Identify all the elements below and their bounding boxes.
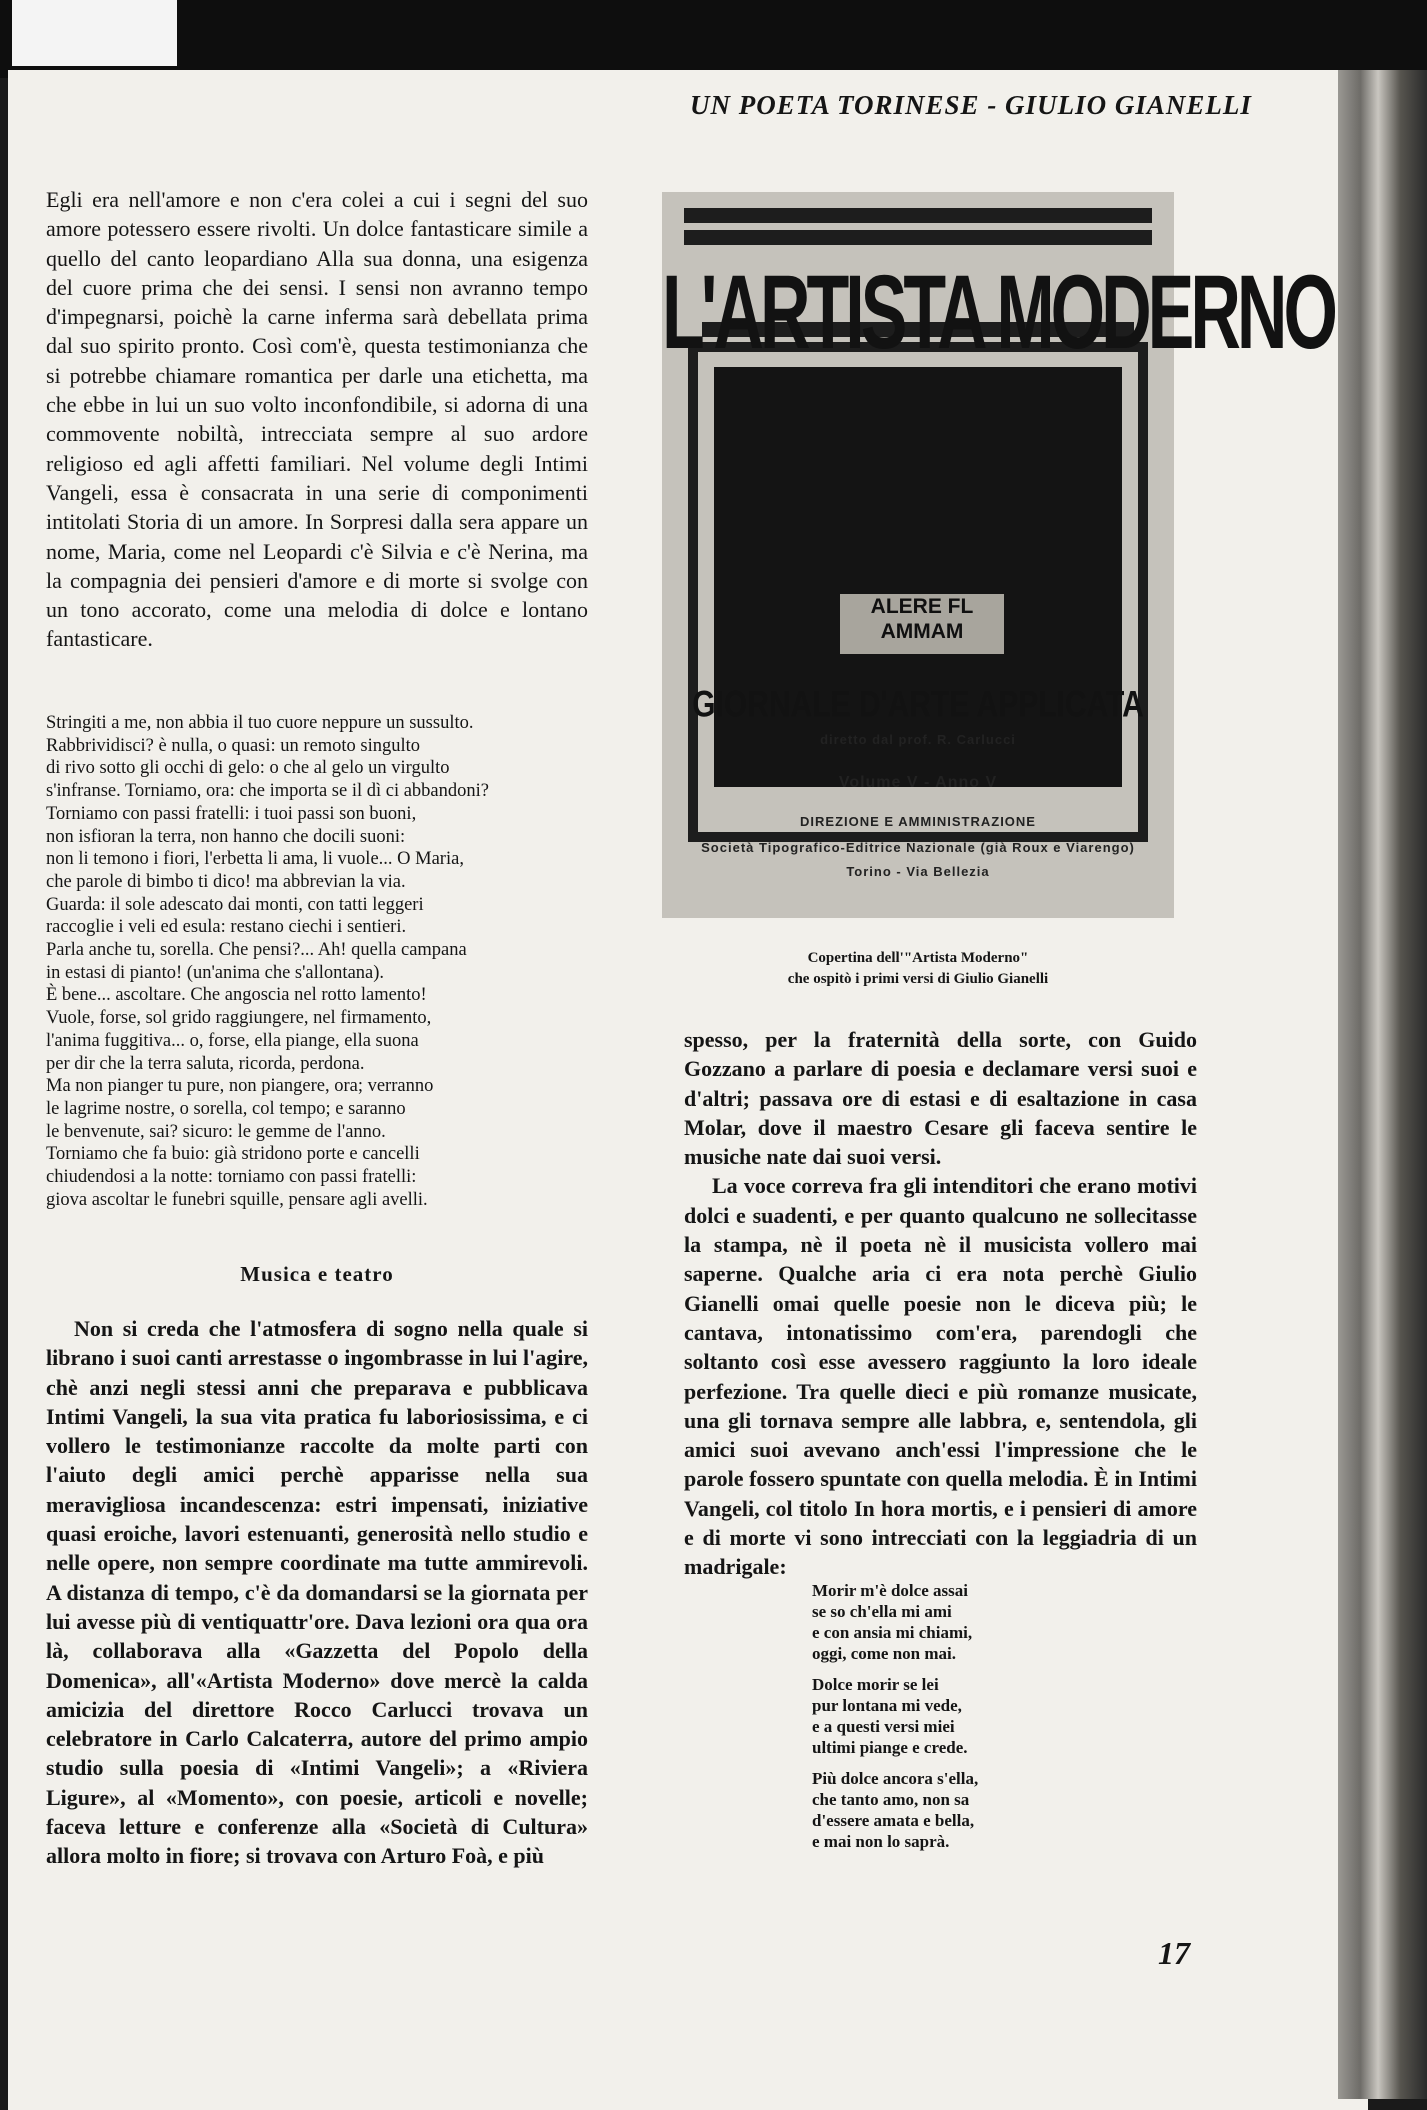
poem-line: le benvenute, sai? sicuro: le gemme de l'anno. (46, 1121, 386, 1142)
cover-editor-line: diretto dal prof. R. Carlucci (820, 732, 1016, 747)
poem-line: che parole di bimbo ti dico! ma abbrevian la via. (46, 871, 406, 892)
cover-admin-line: DIREZIONE E AMMINISTRAZIONE (800, 814, 1036, 829)
cover-address-line: Torino - Via Bellezia (846, 864, 990, 879)
poem-line: Torniamo con passi fratelli: i tuoi passi son buoni, (46, 803, 417, 824)
poem-line: per dir che la terra saluta, ricorda, perdona. (46, 1053, 365, 1074)
body-paragraph: La voce correva fra gli intenditori che erano motivi dolci e suadenti, e per quanto qualcuno ne sollecitasse la stampa, nè il poeta nè il musicista vollero mai saperne. Qualche aria ci era nota perchè Giulio Gianelli omai quelle poesie non le diceva più; le cantava, intonatissimo com'era, parendogli che soltanto così esse avessero raggiunto la loro ideale perfezione. Tra quelle dieci e più romanze musicate, una gli tornava sempre alle labbra, e, sentendola, gli amici suoi avevano anch'essi l'impressione che le parole fossero spuntate con quella melodia. È in Intimi Vangeli, col titolo In hora mortis, e i pensieri di amore e di morte vi sono intrecciati con la leggiadria di un madrigale: (684, 1173, 1197, 1580)
madrigal-line: oggi, come non mai. (812, 1644, 957, 1663)
page-number: 17 (1158, 1935, 1190, 1971)
cover-volume-line: Volume V - Anno V (838, 774, 998, 791)
left-column-top (46, 185, 588, 654)
madrigal-line: e con ansia mi chiami, (812, 1623, 973, 1642)
poem-line: non li temono i fiori, l'erbetta li ama, li vuole... O Maria, (46, 849, 464, 870)
binding-edge (1338, 70, 1427, 2099)
madrigal-line: d'essere amata e bella, (812, 1811, 975, 1830)
section-heading: Musica e teatro (240, 1262, 394, 1286)
madrigal-stanza (812, 1674, 1152, 1758)
poem-line: giova ascoltar le funebri squille, pensare agli avelli. (46, 1189, 428, 1210)
madrigal-stanza (812, 1580, 1152, 1664)
body-paragraph: spesso, per la fraternità della sorte, con Guido Gozzano a parlare di poesia e declamare versi suoi e d'altri; passava ore di estasi e di esaltazione in casa Molar, dove il maestro Cesare gli faceva sentire le musiche nate dai suoi versi. (684, 1027, 1197, 1170)
madrigal-line: e mai non lo saprà. (812, 1832, 950, 1851)
scan-corner (12, 0, 177, 66)
poem-line: le lagrime nostre, o sorella, col tempo; e saranno (46, 1098, 406, 1119)
body-paragraph: Non si creda che l'atmosfera di sogno nella quale si librano i suoi canti arrestasse o ingombrasse in lui l'agire, chè anzi negli stessi anni che preparava e pubblicava Intimi Vangeli, la sua vita pratica fu laboriosissima, e ci vollero le testimonianze raccolte da molte parti con l'aiuto degli amici perchè apparisse nella sua meravigliosa incandescenza: estri impensati, iniziative quasi eroiche, lavori estenuanti, generosità nello studio e nelle opere, non sempre coordinate ma tutte ammirevoli. A distanza di tempo, c'è da domandarsi se la giornata per lui avesse più di ventiquattr'ore. Dava lezioni ora qua ora là, collaborava alla «Gazzetta del Popolo della Domenica», all'«Artista Moderno» dove mercè la calda amicizia del direttore Rocco Carlucci trovava un celebratore in Carlo Calcaterra, autore del primo ampio studio sulla poesia di «Intimi Vangeli»; a «Riviera Ligure», al «Momento», con poesie, articoli e novelle; faceva letture e conferenze alla «Società di Cultura» allora molto in fiore; si trovava con Arturo Foà, e più (46, 1316, 588, 1869)
running-head: UN POETA TORINESE - GIULIO GIANELLI (690, 90, 1252, 120)
right-column (684, 1025, 1197, 1582)
madrigal-line: Dolce morir se lei (812, 1675, 939, 1694)
scan-top-band (0, 0, 1427, 78)
intro-paragraph: Egli era nell'amore e non c'era colei a cui i segni del suo amore potessero essere rivolti. Un dolce fantasticare simile a quello del canto leopardiano Alla sua donna, una esigenza del cuore prima che dei sensi. I sensi non avranno tempo d'impegnarsi, poichè la carne inferma sarà debellata prima dal suo spirito pronto. Così com'è, questa testimonianza che si potrebbe chiamare romantica per darle una etichetta, ma che ebbe in lui un suo volto inconfondibile, si adorna di una commovente nobiltà, intrecciata sempre al suo ardore religioso ed agli affetti familiari. Nel volume degli Intimi Vangeli, essa è consacrata in una serie di componimenti intitolati Storia di un amore. In Sorpresi dalla sera appare un nome, Maria, come nel Leopardi c'è Silvia e c'è Nerina, ma la compagnia dei pensieri d'amore e di morte si svolge con un tono accorato, come una melodia di dolce e lontano fantasticare. (46, 187, 588, 652)
caption-line: che ospitò i primi versi di Giulio Gianelli (787, 971, 1049, 987)
madrigal-poem (812, 1580, 1152, 1862)
left-column-bottom (46, 1314, 588, 1871)
poem-line: Vuole, forse, sol grido raggiungere, nel firmamento, (46, 1008, 432, 1029)
cover-publisher-line: Società Tipografico-Editrice Nazionale (già Roux e Viarengo) (701, 840, 1135, 855)
madrigal-line: pur lontana mi vede, (812, 1696, 962, 1715)
madrigal-stanza (812, 1768, 1152, 1852)
cover-subtitle: GIORNALE D'ARTE APPLICATA (692, 684, 1144, 726)
poem-line: raccoglie i veli ed esula: restano ciechi i sentieri. (46, 917, 407, 938)
cover-title: L'ARTISTA MODERNO (662, 253, 1334, 371)
photo-caption (662, 948, 1174, 990)
poem-line: non isfioran la terra, non hanno che docili suoni: (46, 826, 406, 847)
poem-line: Stringiti a me, non abbia il tuo cuore neppure un sussulto. (46, 713, 474, 733)
madrigal-line: ultimi piange e crede. (812, 1738, 968, 1757)
magazine-cover-photo (662, 192, 1334, 918)
madrigal-line: e a questi versi miei (812, 1717, 955, 1736)
poem-line: Torniamo che fa buio: già stridono porte e cancelli (46, 1144, 420, 1165)
madrigal-line: che tanto amo, non sa (812, 1790, 970, 1809)
poem-line: di rivo sotto gli occhi di gelo: o che al gelo un virgulto (46, 758, 450, 779)
poem-line: Ma non pianger tu pure, non piangere, ora; verranno (46, 1076, 434, 1097)
poem-line: È bene... ascoltare. Che angoscia nel rotto lamento! (46, 985, 427, 1006)
madrigal-line: Morir m'è dolce assai (812, 1581, 968, 1600)
madrigal-line: se so ch'ella mi ami (812, 1602, 952, 1621)
poem-line: Guarda: il sole adescato dai monti, con tatti leggeri (46, 894, 424, 915)
poem (46, 712, 588, 1211)
caption-line: Copertina dell'"Artista Moderno" (807, 950, 1029, 966)
poem-line: s'infranse. Torniamo, ora: che importa se il dì ci abbandoni? (46, 781, 489, 802)
poem-line: chiudendosi a la notte: torniamo con passi fratelli: (46, 1167, 417, 1188)
poem-line: l'anima fuggitiva... o, forse, ella piange, ella suona (46, 1030, 419, 1051)
cover-motto-line: ALERE FL (870, 595, 974, 618)
poem-line: Rabbrividisci? è nulla, o quasi: un remoto singulto (46, 735, 421, 756)
cover-motto (840, 594, 1004, 654)
cover-motto-line: AMMAM (880, 620, 964, 643)
poem-line: Parla anche tu, sorella. Che pensi?... Ah! quella campana (46, 940, 467, 961)
poem-line: in estasi di pianto! (un'anima che s'allontana). (46, 962, 385, 983)
madrigal-line: Più dolce ancora s'ella, (812, 1769, 979, 1788)
